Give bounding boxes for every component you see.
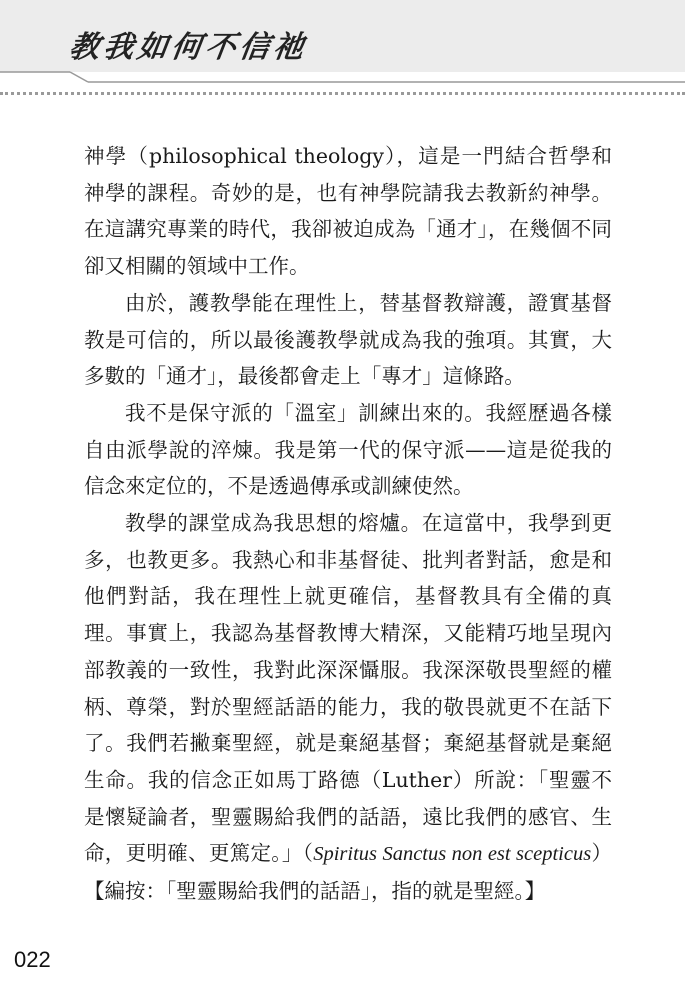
- paragraph: [84, 505, 612, 910]
- latin-term: Spiritus Sanctus non est scepticus: [313, 843, 592, 866]
- text-segment: 由於，護教學能在理性上，替基督教辯護，證實基督教是可信的，所以最後護教學就成為我的強項。其實，大多數的「通才」，最後都會走上「專才」這條路。: [84, 290, 612, 389]
- paragraph: [84, 395, 612, 505]
- running-header: [0, 0, 685, 90]
- body-text: [84, 138, 612, 910]
- book-title: 教我如何不信祂: [67, 30, 310, 65]
- text-segment: ）【編按：「聖靈賜給我們的話語」，指的就是聖經。】: [84, 841, 613, 904]
- text-segment: 教學的課堂成為我思想的熔爐。在這當中，我學到更多，也教更多。我熱心和非基督徒、批判者對話，愈是和他們對話，我在理性上就更確信，基督教具有全備的真理。事實上，我認為基督教博大精深，又能精巧地呈現內部教義的一致性，我對此深深懾服。我深深敬畏聖經的權柄、尊榮，對於聖經話語的能力，我的敬畏就更不在話下了。我們若撇棄聖經，就是棄絕基督；棄絕基督就是棄絕生命。我的信念正如馬丁路德（: [84, 511, 612, 792]
- paragraph: [84, 138, 612, 285]
- page-number: 022: [14, 947, 51, 972]
- text-segment: ），這是一門結合哲學和神學的課程。奇妙的是，也有神學院請我去教新約神學。在這講究專業的時代，我卻被迫成為「通才」，在幾個不同卻又相關的領域中工作。: [84, 144, 612, 279]
- text-segment: 我不是保守派的「溫室」訓練出來的。我經歷過各樣自由派學說的淬煉。我是第一代的保守派——這是從我的信念來定位的，不是透過傳承或訓練使然。: [84, 400, 612, 499]
- text-segment: ）所說：「聖靈不是懷疑論者，聖靈賜給我們的話語，遠比我們的感官、生命，更明確、更篤定。」（: [84, 767, 613, 866]
- paragraph: [84, 285, 612, 395]
- text-segment: 神學（: [84, 144, 149, 168]
- latin-term: philosophical theology: [148, 144, 384, 168]
- dotted-divider: [0, 92, 685, 95]
- latin-term: Luther: [381, 767, 453, 792]
